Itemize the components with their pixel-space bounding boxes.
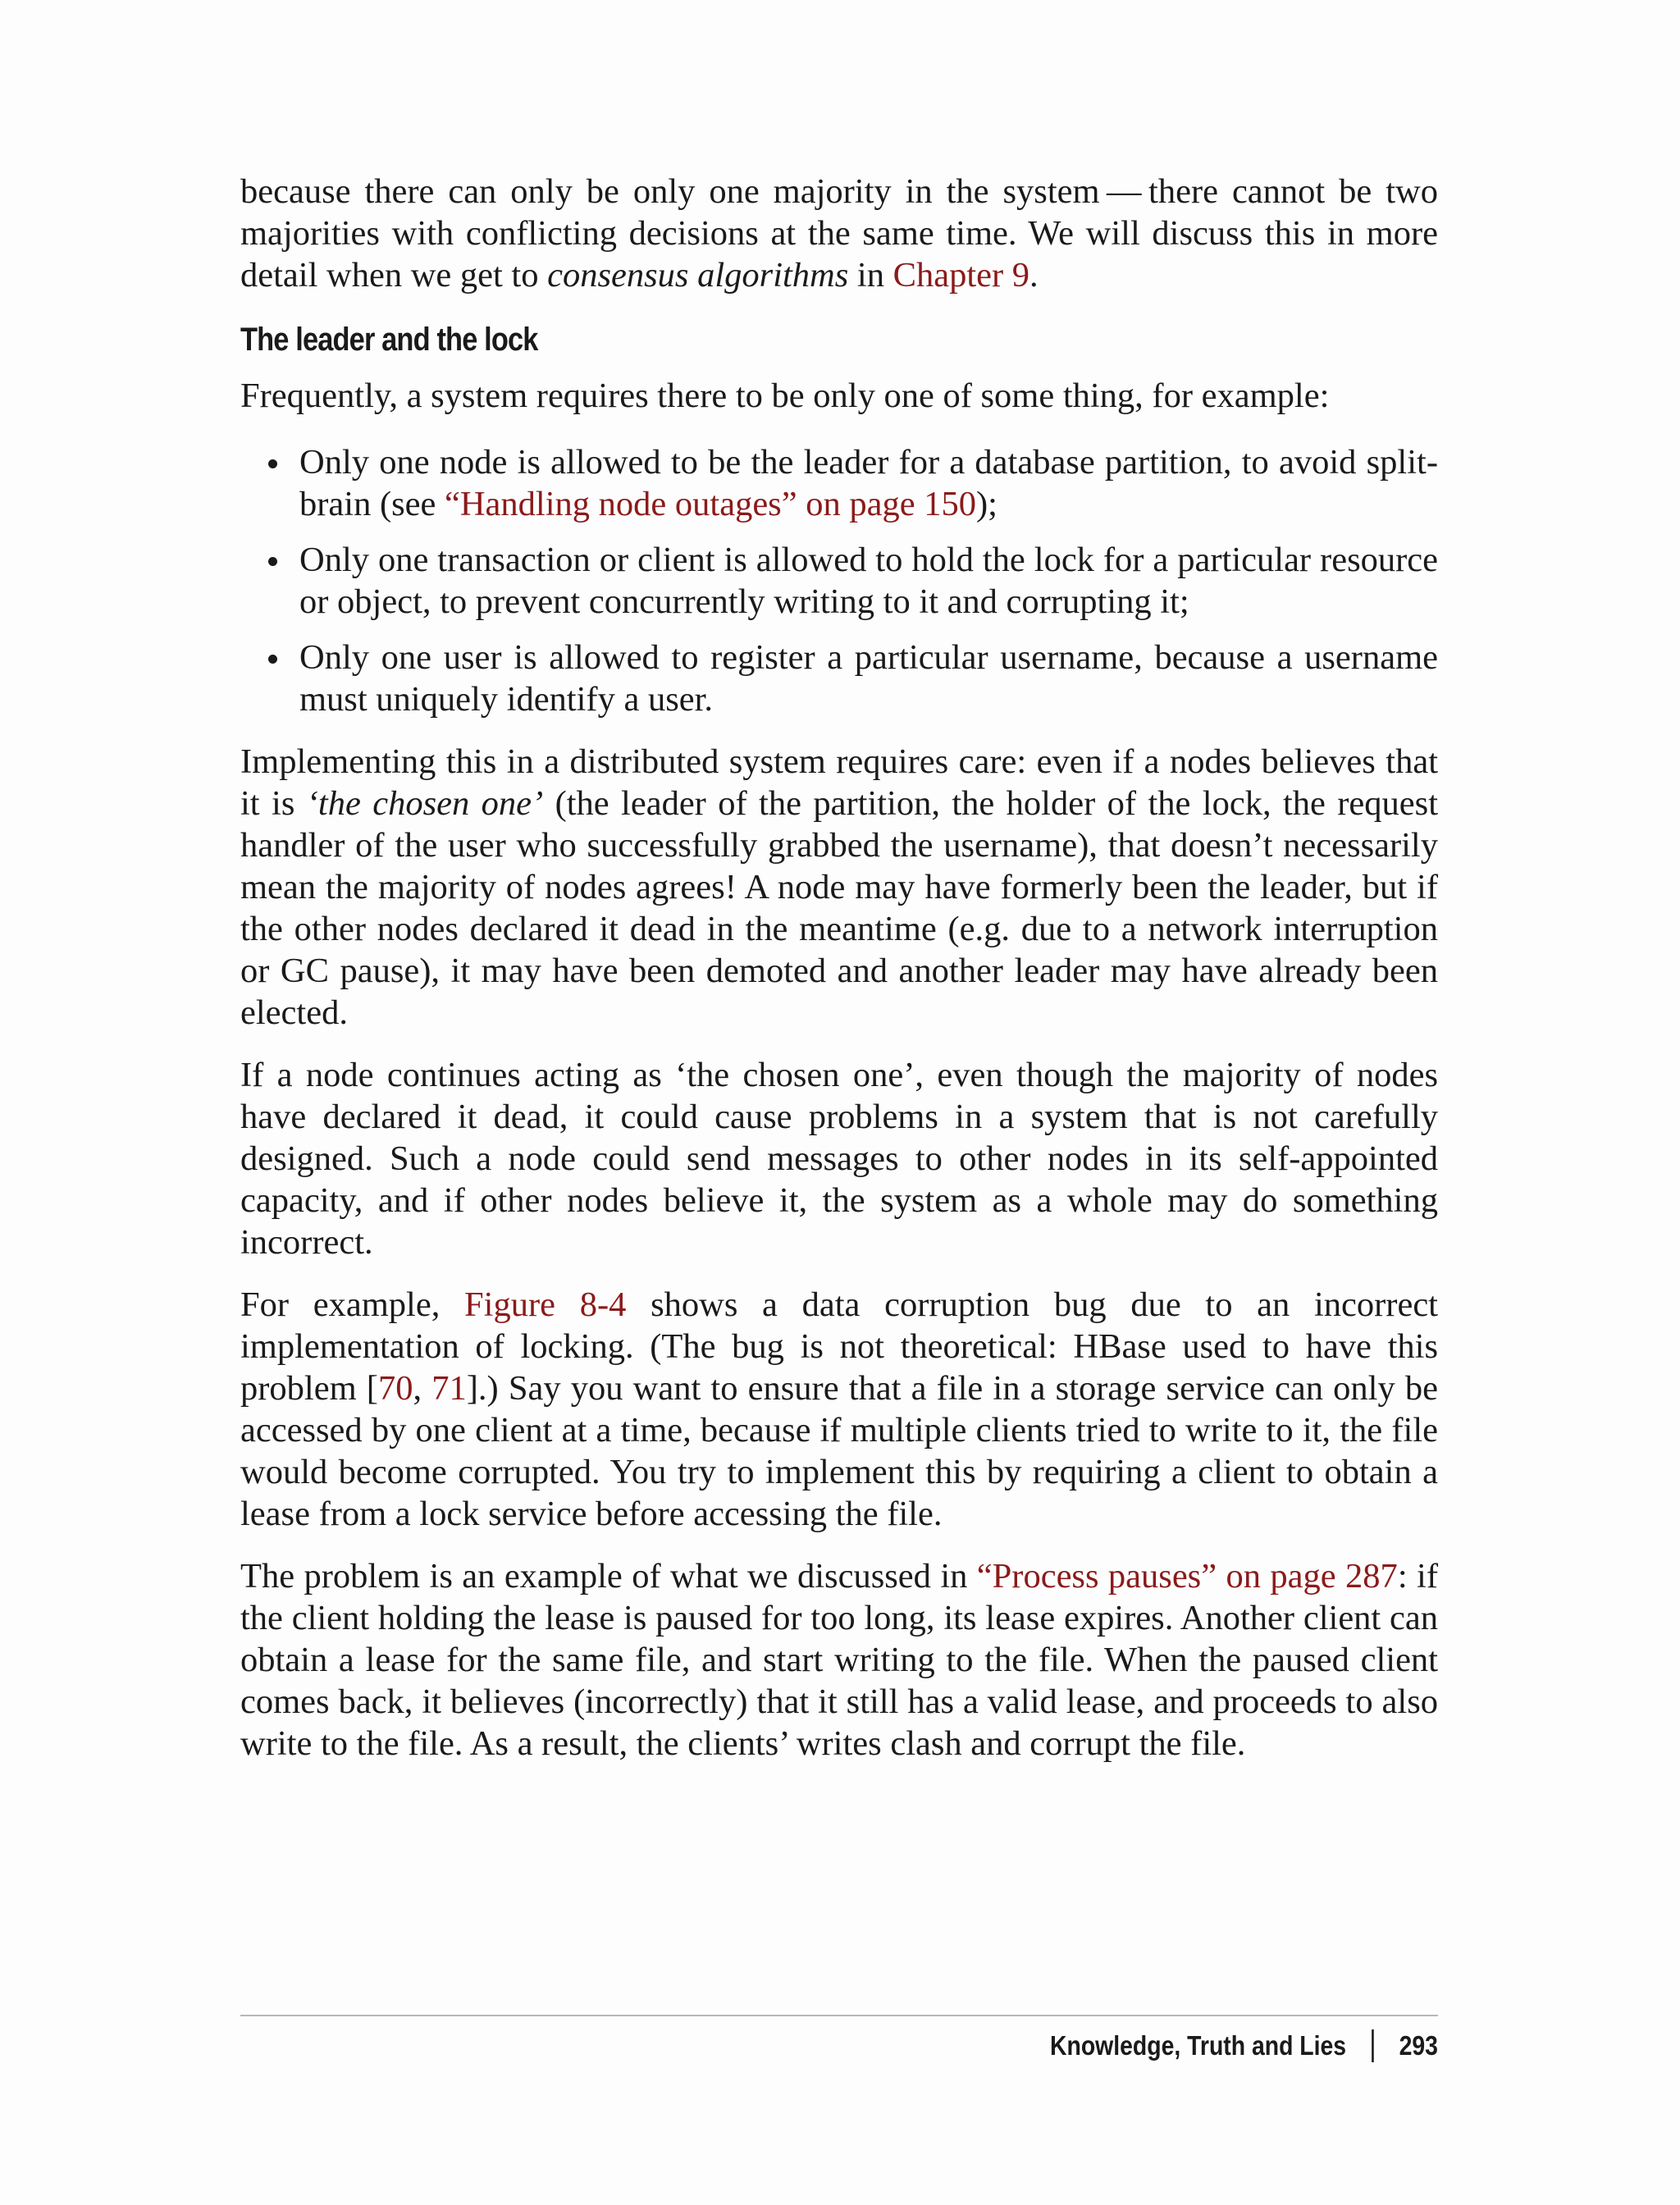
link-figure-8-4[interactable]: Figure 8-4 xyxy=(464,1285,627,1324)
link-process-pauses[interactable]: “Process pauses” on page 287 xyxy=(976,1557,1398,1596)
paragraph-problem xyxy=(240,1555,1438,1764)
text-run: For example, xyxy=(240,1285,465,1324)
text-run: ); xyxy=(975,485,998,523)
text-run: . xyxy=(1029,256,1039,294)
link-handling-node-outages[interactable]: “Handling node outages” on page 150 xyxy=(445,485,976,523)
text-run: shows a data corruption bug due to an incorrect implementation of locking. (The bug is not theoretical: HBase used to have this problem [ xyxy=(240,1285,1438,1408)
text-run: in xyxy=(848,256,893,294)
section-heading: The leader and the lock xyxy=(240,322,538,358)
bullet-list xyxy=(240,441,1438,720)
paragraph-example xyxy=(240,1284,1438,1535)
list-item xyxy=(240,539,1438,623)
text-run: Only one user is allowed to register a particular username, because a username must uniquely identify a user. xyxy=(299,638,1438,719)
page-content xyxy=(240,171,1438,1785)
text-run: ].) Say you want to ensure that a file in a storage service can only be accessed by one client at a time, because if multiple clients tried to write to it, the file would become corrupted. You try to implement this by requiring a client to obtain a lease from a lock service before accessing the file. xyxy=(240,1369,1439,1533)
footer-divider xyxy=(240,2015,1438,2016)
footer-page-number: 293 xyxy=(1399,2030,1438,2061)
list-item xyxy=(240,637,1438,720)
link-reference-71[interactable]: 71 xyxy=(431,1369,467,1408)
paragraph-chosen-one xyxy=(240,741,1438,1034)
paragraph-continues: If a node continues acting as ‘the chosen one’, even though the majority of nodes have declared it dead, it could cause problems in a system that is not carefully designed. Such a node could send messages to other nodes in its self-appointed capacity, and if other nodes believe it, the system as a whole may do something incorrect. xyxy=(240,1056,1438,1262)
text-run: : if the client holding the lease is paused for too long, its lease expires. Another client can obtain a lease for the same file, and start writing to the file. When the paused client comes back, it believes (incorrectly) that it still has a valid lease, and proceeds to also write to the file. As a result, the clients’ writes clash and corrupt the file. xyxy=(240,1557,1438,1763)
emphasis-consensus-algorithms: consensus algorithms xyxy=(547,256,849,294)
footer-separator xyxy=(1372,2029,1374,2062)
text-run: Implementing this in a distributed system requires care: even if a nodes believes that it is xyxy=(240,742,1438,823)
text-run: , xyxy=(413,1369,432,1408)
text-run: Only one transaction or client is allowed to hold the lock for a particular resource or object, to prevent concurrently writing to it and corrupting it; xyxy=(299,541,1438,621)
page-footer xyxy=(1050,2029,1438,2062)
paragraph-intro xyxy=(240,171,1438,296)
bullet-icon xyxy=(268,655,277,664)
link-chapter-9[interactable]: Chapter 9 xyxy=(892,256,1030,294)
bullet-icon xyxy=(268,557,277,566)
footer-chapter-title: Knowledge, Truth and Lies xyxy=(1050,2030,1347,2061)
list-item xyxy=(240,441,1438,525)
emphasis-the-chosen-one: ‘the chosen one’ xyxy=(306,784,544,823)
bullet-icon xyxy=(268,459,277,468)
text-run: because there can only be only one majority in the system — there cannot be two majorities with conflicting decisions at the same time. We will discuss this in more detail when we get to xyxy=(240,172,1438,294)
text-run: Only one node is allowed to be the leader for a database partition, to avoid split-brain (see xyxy=(299,443,1438,523)
text-run: The problem is an example of what we discussed in xyxy=(240,1557,977,1596)
text-run: (the leader of the partition, the holder of the lock, the request handler of the user who successfully grabbed the username), that doesn’t necessarily mean the majority of nodes agrees! A node may have formerly been the leader, but if the other nodes declared it dead in the meantime (e.g. due to a network interruption or GC pause), it may have been demoted and another leader may have already been elected. xyxy=(240,784,1439,1032)
paragraph-lead: Frequently, a system requires there to be only one of some thing, for example: xyxy=(240,377,1330,415)
link-reference-70[interactable]: 70 xyxy=(377,1369,413,1408)
